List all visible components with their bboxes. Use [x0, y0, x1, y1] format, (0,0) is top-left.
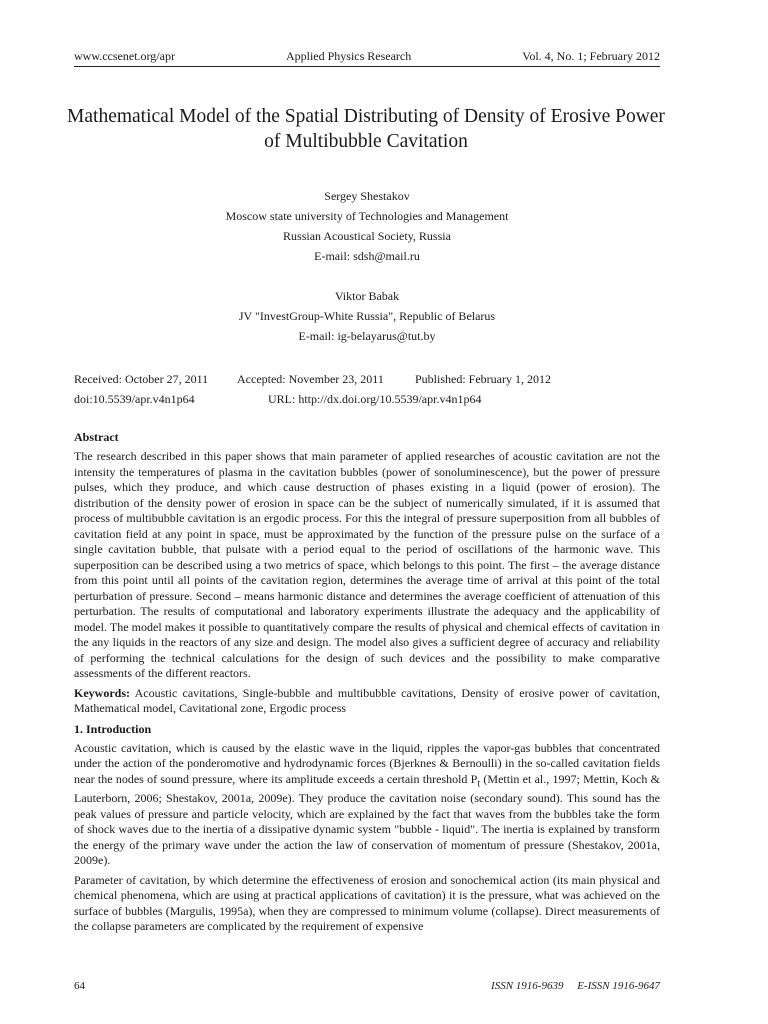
journal-url[interactable]: www.ccsenet.org/apr — [74, 49, 175, 63]
accepted-date: Accepted: November 23, 2011 — [237, 372, 384, 386]
doi-url[interactable]: URL: http://dx.doi.org/10.5539/apr.v4n1p64 — [268, 392, 482, 406]
journal-name: Applied Physics Research — [285, 49, 412, 63]
intro-text-part1: Acoustic cavitation, which is caused by the elastic wave in the liquid, ripples the vapor-gas bubbles that concentrated under the action of the ponderomotive and hydrodynamic forces (Bjerknes & Bernoulli) in the so-called cavitation fields near the nodes of sound pressure, where its amplitude exceeds a certain threshold P — [74, 740, 660, 786]
dates-row — [74, 369, 551, 389]
page-footer — [74, 979, 660, 993]
paper-body — [74, 429, 660, 939]
doi-row — [74, 389, 551, 409]
issn-block — [491, 979, 660, 993]
header-rule — [74, 66, 660, 67]
author-affiliation: JV "InvestGroup-White Russia", Republic of Belarus — [238, 309, 496, 323]
running-header — [74, 48, 660, 64]
published-date: Published: February 1, 2012 — [415, 372, 551, 386]
keywords-text: Acoustic cavitations, Single-bubble and multibubble cavitations, Density of erosive power of cavitation, Mathematical model, Cavitational zone, Ergodic process — [74, 685, 660, 715]
eissn: E-ISSN 1916-9647 — [577, 980, 660, 992]
doi[interactable]: doi:10.5539/apr.v4n1p64 — [74, 392, 195, 406]
introduction-heading: 1. Introduction — [74, 721, 152, 736]
author-affiliation: Russian Acoustical Society, Russia — [283, 229, 451, 243]
abstract-text: The research described in this paper shows that main parameter of applied researches of acoustic cavitation are not the intensity the temperatures of plasma in the cavitation bubbles (power of sonoluminescence), but the power of pressure pulses, which they produce, and which cause destruction of phases existing in a liquid (power of erosion). The distribution of the density power of erosion in space can be the subject of numerically simulated, if it is assumed that process of multibubble cavitation is an ergodic process. For this the integral of pressure superposition from all bubbles of cavitation field at any point in space, must be approximated by the function of the pressure pulse on the surface of a single cavitation bubble, that pulsate with a period equal to the period of oscillations of the harmonic wave. This superposition can be described using a two metrics of space, which belongs to this point. The first – the average distance from this point until all points of the cavitation region, determines the average time of arrival at this point of the total perturbation of pressure. Second – means harmonic distance and determines the average coefficient of attenuation of this perturbation. The results of computational and laboratory experiments illustrate the adequacy and the applicability of model. The model makes it possible to quantitatively compare the results of physical and chemical effects of cavitation in the any liquids in the reactors of any size and design. The model also gives a sufficient degree of accuracy and reliability of performing the technical calculations for the design of such devices and the possibility to make comparative assessments of the different reactors. — [74, 449, 660, 680]
author-affiliation: Moscow state university of Technologies and Management — [225, 209, 509, 223]
author-spacer — [74, 266, 660, 286]
keywords-label: Keywords: — [74, 685, 130, 700]
introduction-paragraph-1 — [74, 741, 660, 869]
abstract-heading: Abstract — [74, 430, 119, 444]
author-email[interactable]: E-mail: ig-belayarus@tut.by — [298, 329, 436, 343]
page-number: 64 — [74, 980, 85, 992]
journal-issue: Vol. 4, No. 1; February 2012 — [522, 49, 660, 63]
introduction-paragraph-2: Parameter of cavitation, by which determine the effectiveness of erosion and sonochemical action (its main physical and chemical phenomena, which are using at practical applications of cavitation) it is the pressure, what was achieved on the surface of bubbles (Margulis, 1995a), when they are compressed to minimum volume (collapse). Direct measurements of the collapse parameters are complicated by the requirement of expensive — [74, 872, 660, 934]
keywords-paragraph — [74, 686, 660, 717]
intro-text-part2: (Mettin et al., 1997; Mettin, Koch & Lauterborn, 2006; Shestakov, 2001a, 2009e). They produce the cavitation noise (secondary sound). This sound has the peak values of pressure and particle velocity, which are explained by the fact that waves from the bubbles take the form of shock waves due to the inertia of a dissipative dynamic system "bubble - liquid". The inertia is explained by transform the energy of the primary wave under the action the law of conservation of momentum of pressure (Shestakov, 2001a, 2009e). — [74, 771, 660, 868]
received-date: Received: October 27, 2011 — [74, 372, 209, 386]
author-name: Viktor Babak — [334, 289, 400, 303]
author-block — [74, 186, 660, 346]
author-email[interactable]: E-mail: sdsh@mail.ru — [314, 249, 420, 263]
threshold-subscript: t — [477, 777, 481, 789]
paper-title: Mathematical Model of the Spatial Distributing of Density of Erosive Power of Multibubble Cavitation — [67, 106, 665, 152]
publication-dates — [74, 369, 551, 409]
issn: ISSN 1916-9639 — [491, 980, 564, 992]
author-name: Sergey Shestakov — [324, 189, 410, 203]
